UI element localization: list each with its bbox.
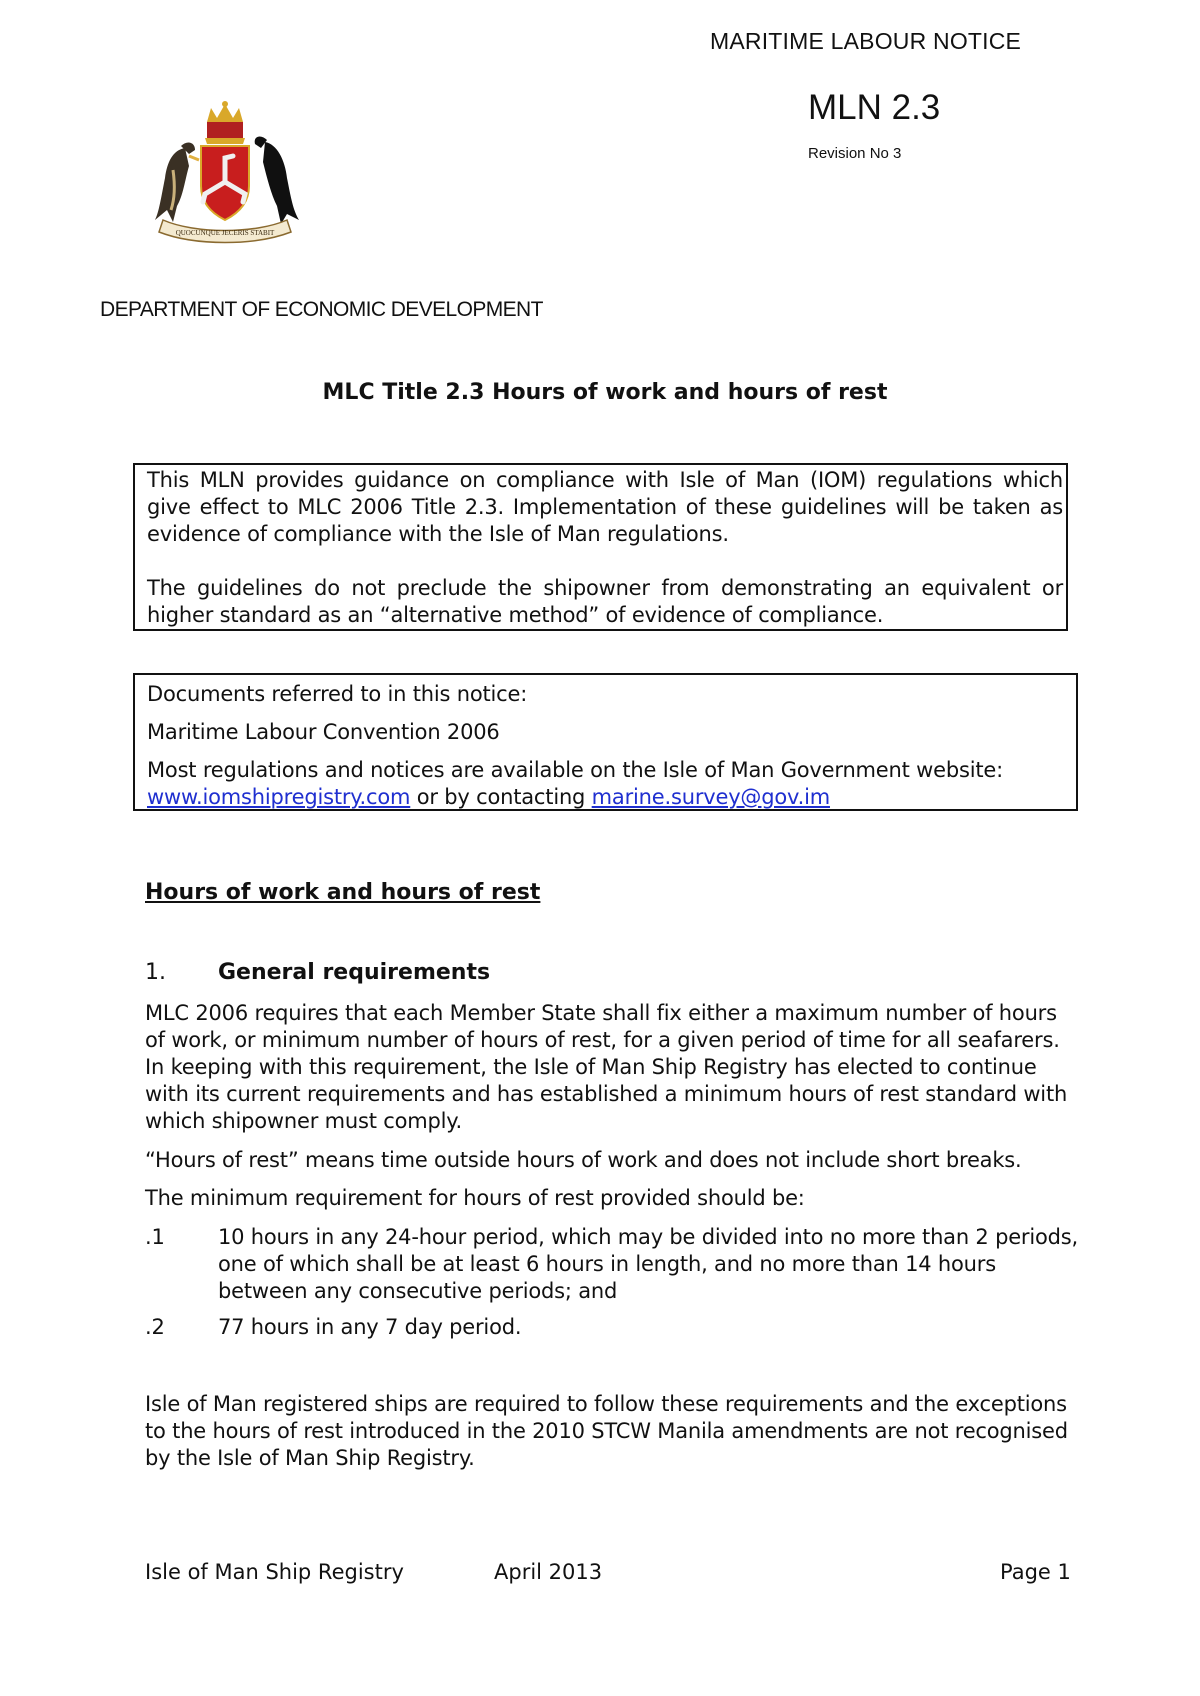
notice-number: MLN 2.3 (808, 88, 941, 127)
footer-date: April 2013 (494, 1560, 603, 1584)
availability-text (147, 757, 1068, 811)
intro-paragraph-1: This MLN provides guidance on compliance with Isle of Man (IOM) regulations which give effect to MLC 2006 Title 2.3. Implementation of these guidelines will be taken as evidence of compliance with the Isle of Man regulations. (147, 468, 1063, 546)
isle-of-man-crest-logo (145, 100, 305, 250)
svg-text:QUOCUNQUE JECERIS STABIT: QUOCUNQUE JECERIS STABIT (175, 229, 275, 237)
notice-type-label: MARITIME LABOUR NOTICE (710, 28, 1022, 54)
documents-heading: Documents referred to in this notice: (147, 682, 528, 706)
section-paragraph-1: MLC 2006 requires that each Member State shall fix either a maximum number of hours of work, or minimum number of hours of rest, for a given period of time for all seafarers. In keeping with this requirement, the Isle of Man Ship Registry has elected to continue with its current requirements and has established a minimum hours of rest standard with which shipowner must comply. (145, 1001, 1068, 1133)
revision-number: Revision No 3 (808, 145, 902, 162)
email-link[interactable]: marine.survey@gov.im (591, 785, 830, 809)
contact-text: or by contacting (410, 785, 592, 809)
intro-paragraph-2: The guidelines do not preclude the shipowner from demonstrating an equivalent or higher standard as an “alternative method” of evidence of compliance. (147, 576, 1063, 627)
footer-organisation: Isle of Man Ship Registry (145, 1560, 404, 1584)
department-name: DEPARTMENT OF ECONOMIC DEVELOPMENT (100, 298, 543, 321)
section-paragraph-4: Isle of Man registered ships are required to follow these requirements and the exceptions to the hours of rest introduced in the 2010 STCW Manila amendments are not recognised by the Isle of Man Ship Registry. (145, 1392, 1068, 1470)
footer-page-number: Page 1 (1000, 1560, 1071, 1584)
document-reference: Maritime Labour Convention 2006 (147, 720, 500, 744)
list-item-text: 10 hours in any 24-hour period, which may be divided into no more than 2 periods, one of which shall be at least 6 hours in length, and no more than 14 hours between any consecutive periods; and (218, 1225, 1078, 1303)
list-item-number: .1 (145, 1225, 165, 1249)
availability-label: Most regulations and notices are available on the Isle of Man Government website: (147, 758, 1003, 782)
documents-box (133, 673, 1078, 811)
document-title: MLC Title 2.3 Hours of work and hours of rest (322, 380, 888, 405)
section-heading: Hours of work and hours of rest (145, 880, 541, 905)
list-item-number: .2 (145, 1315, 165, 1339)
section-number: 1. (145, 960, 166, 985)
section-paragraph-3: The minimum requirement for hours of rest provided should be: (145, 1186, 805, 1210)
intro-box (133, 463, 1068, 631)
section-paragraph-2: “Hours of rest” means time outside hours of work and does not include short breaks. (145, 1148, 1022, 1172)
section-title: General requirements (218, 960, 491, 985)
website-link[interactable]: www.iomshipregistry.com (147, 785, 411, 809)
list-item-text: 77 hours in any 7 day period. (218, 1315, 522, 1339)
